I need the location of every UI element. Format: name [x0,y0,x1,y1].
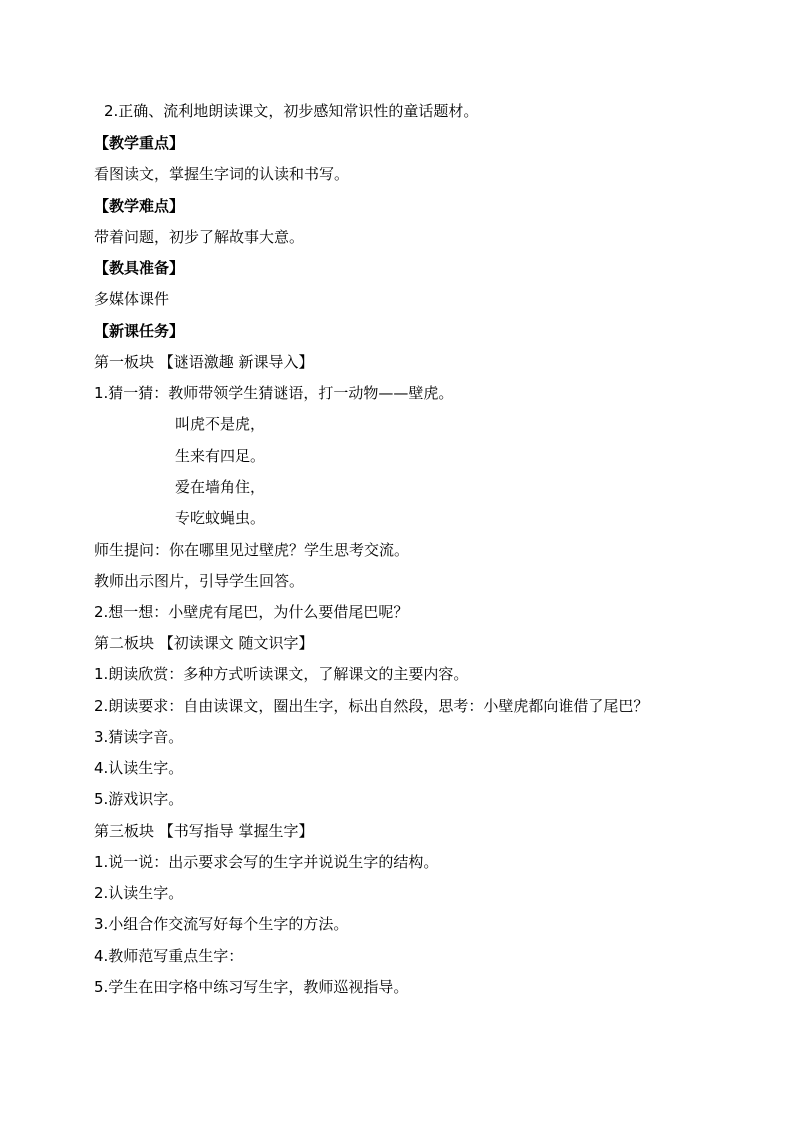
teaching-difficulty-text: 带着问题，初步了解故事大意。 [94,228,305,246]
section-1-title: 第一板块 【谜语激趣 新课导入】 [94,353,314,371]
heading-new-lesson: 【新课任务】 [94,322,185,340]
section-2-item-1: 1.朗读欣赏：多种方式听读课文，了解课文的主要内容。 [94,665,469,683]
section-3-title: 第三板块 【书写指导 掌握生字】 [94,822,314,840]
objective-2-line: 2.正确、流利地朗读课文，初步感知常识性的童话题材。 [104,102,479,120]
riddle-line-3: 爱在墙角住， [175,478,266,496]
section-2-item-2: 2.朗读要求：自由读课文，圈出生字，标出自然段，思考：小壁虎都向谁借了尾巴？ [94,697,649,715]
riddle-line-1: 叫虎不是虎， [175,415,266,433]
section-3-item-4: 4.教师范写重点生字： [94,947,244,965]
section-3-item-2: 2.认读生字。 [94,884,184,902]
section-3-item-5: 5.学生在田字格中练习写生字，教师巡视指导。 [94,978,409,996]
section-1-item-1: 1.猜一猜：教师带领学生猜谜语，打一动物——壁虎。 [94,384,454,402]
heading-teaching-difficulty: 【教学难点】 [94,197,185,215]
section-1-question: 师生提问：你在哪里见过壁虎？学生思考交流。 [94,541,410,559]
section-1-item-2: 2.想一想：小壁虎有尾巴，为什么要借尾巴呢？ [94,603,409,621]
teaching-focus-text: 看图读文，掌握生字词的认读和书写。 [94,165,350,183]
heading-teaching-aids: 【教具准备】 [94,259,185,277]
riddle-line-4: 专吃蚊蝇虫。 [175,509,266,527]
riddle-line-2: 生来有四足。 [175,447,266,465]
section-2-item-4: 4.认读生字。 [94,759,184,777]
section-3-item-3: 3.小组合作交流写好每个生字的方法。 [94,915,349,933]
teaching-aids-text: 多媒体课件 [94,290,170,308]
section-2-item-3: 3.猜读字音。 [94,728,184,746]
section-1-picture: 教师出示图片，引导学生回答。 [94,572,305,590]
section-2-title: 第二板块 【初读课文 随文识字】 [94,634,314,652]
section-2-item-5: 5.游戏识字。 [94,790,184,808]
heading-teaching-focus: 【教学重点】 [94,134,185,152]
section-3-item-1: 1.说一说：出示要求会写的生字并说说生字的结构。 [94,853,439,871]
